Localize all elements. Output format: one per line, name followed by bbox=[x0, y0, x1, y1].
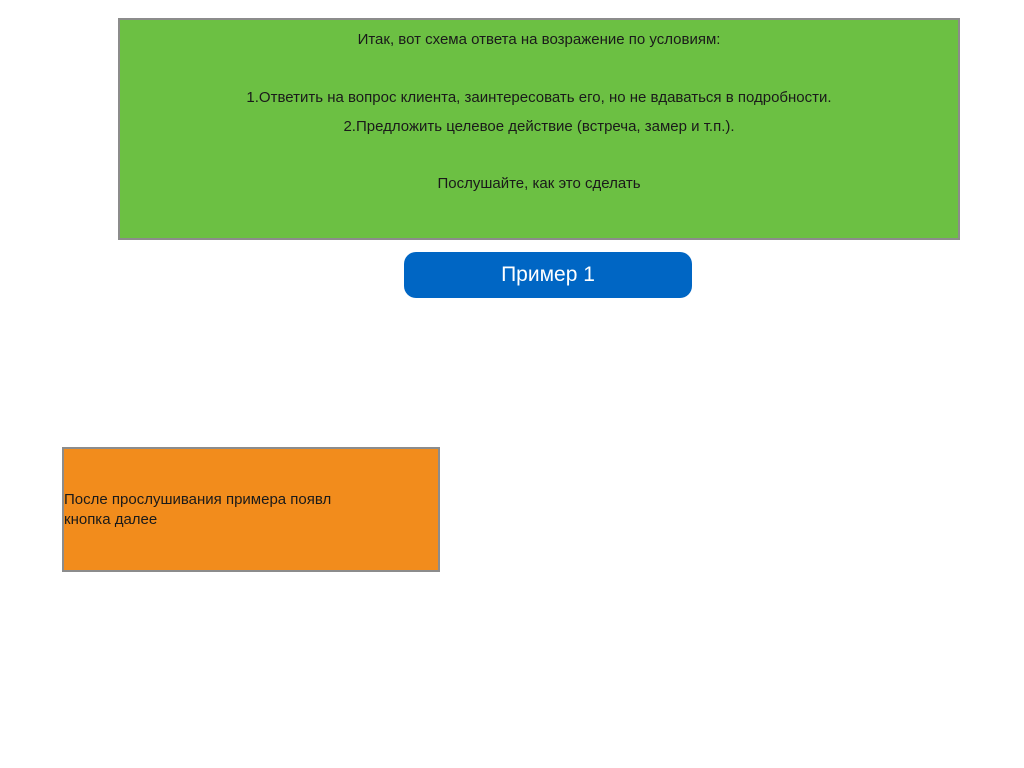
instruction-step-2: 2.Предложить целевое действие (встреча, замер и т.п.). bbox=[343, 118, 735, 135]
instruction-step-1: 1.Ответить на вопрос клиента, заинтересовать его, но не вдаваться в подробности. bbox=[246, 89, 832, 106]
instruction-intro: Итак, вот схема ответа на возражение по условиям: bbox=[357, 31, 721, 48]
designer-note-line-1: После прослушивания примера появл bbox=[64, 491, 332, 508]
instruction-listen-prompt: Послушайте, как это сделать bbox=[437, 175, 641, 192]
example-1-button[interactable]: Пример 1 bbox=[404, 252, 692, 298]
instruction-panel bbox=[118, 18, 960, 240]
designer-note-panel bbox=[62, 447, 440, 572]
designer-note-line-2: кнопка далее bbox=[64, 511, 158, 528]
